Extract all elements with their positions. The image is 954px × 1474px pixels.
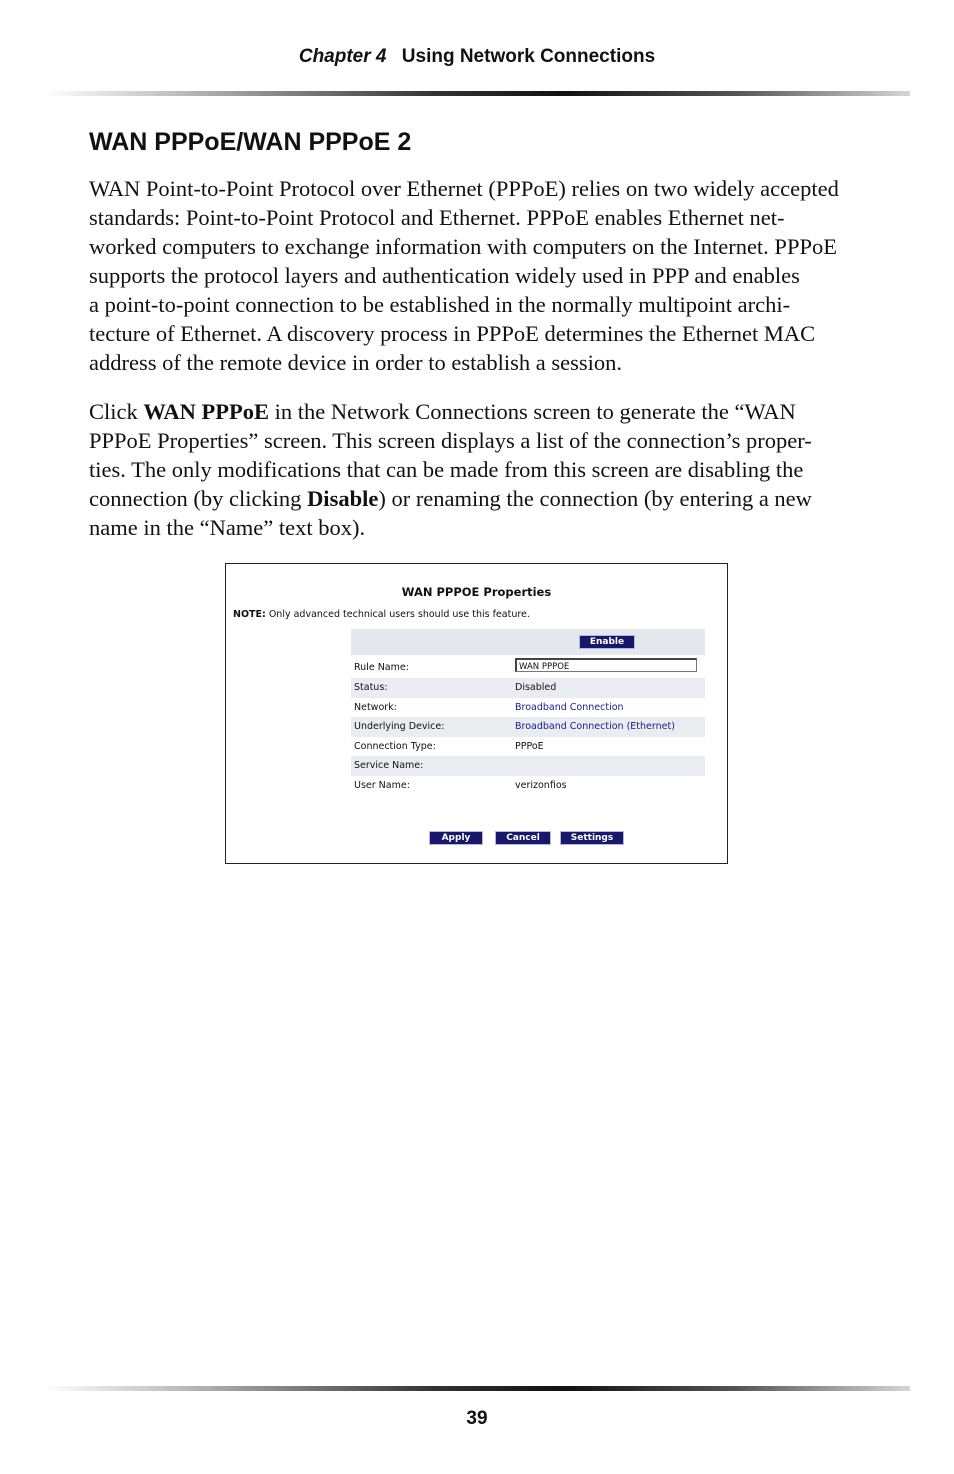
note-label: NOTE: xyxy=(233,609,266,620)
text-line: name in the “Name” text box). xyxy=(89,515,366,540)
rule-name-input[interactable]: WAN PPPOE xyxy=(515,658,697,672)
underlying-device-row xyxy=(351,717,705,737)
settings-button[interactable]: Settings xyxy=(561,832,623,844)
note-text: Only advanced technical users should use this feature. xyxy=(265,609,530,620)
header-rule xyxy=(44,91,910,96)
cancel-button[interactable]: Cancel xyxy=(496,832,550,844)
row-value: PPPoE xyxy=(515,740,544,752)
footer-rule xyxy=(44,1386,910,1391)
underlying-device-link[interactable]: Broadband Connection (Ethernet) xyxy=(515,721,675,733)
running-head xyxy=(0,46,954,68)
row-value: Disabled xyxy=(515,682,557,693)
advanced-note xyxy=(233,609,530,620)
status-row xyxy=(351,678,705,698)
intro-paragraph xyxy=(89,174,879,377)
properties-title: WAN PPPOE Properties xyxy=(401,585,552,599)
text-run: ) or renaming the connection (by entering a new xyxy=(378,486,812,511)
row-label: Service Name: xyxy=(354,760,424,772)
text-line xyxy=(89,484,879,513)
text-line: worked computers to exchange information with computers on the Internet. PPPoE xyxy=(89,234,837,259)
text-line xyxy=(89,397,879,426)
connection-type-row xyxy=(351,737,705,757)
network-link[interactable]: Broadband Connection xyxy=(515,701,624,713)
text-line: supports the protocol layers and authentication widely used in PPP and enables xyxy=(89,263,800,288)
row-value: verizonfios xyxy=(515,779,567,791)
row-label: Underlying Device: xyxy=(354,721,445,733)
enable-button[interactable]: Enable xyxy=(580,636,634,648)
text-run: Click xyxy=(89,399,144,424)
rule-name-label: Rule Name: xyxy=(354,662,409,673)
network-row xyxy=(351,698,705,718)
chapter-title: Using Network Connections xyxy=(401,46,656,67)
text-line: WAN Point-to-Point Protocol over Ethernet (PPPoE) relies on two widely accepted xyxy=(89,176,839,201)
properties-screenshot xyxy=(225,563,728,864)
properties-header xyxy=(351,629,705,655)
row-label: User Name: xyxy=(354,779,410,791)
text-line: ties. The only modifications that can be made from this screen are disabling the xyxy=(89,457,804,482)
row-label: Network: xyxy=(354,701,397,713)
text-line: a point-to-point connection to be established in the normally multipoint archi- xyxy=(89,292,791,317)
user-name-row xyxy=(351,776,705,796)
row-label: Status: xyxy=(354,682,388,693)
text-line: tecture of Ethernet. A discovery process in PPPoE determines the Ethernet MAC xyxy=(89,321,816,346)
rule-name-row xyxy=(351,655,705,678)
apply-button[interactable]: Apply xyxy=(430,832,482,844)
text-line: standards: Point-to-Point Protocol and Ethernet. PPPoE enables Ethernet net- xyxy=(89,205,785,230)
chapter-label: Chapter 4 xyxy=(298,46,387,67)
row-label: Connection Type: xyxy=(354,740,436,752)
text-run: in the Network Connections screen to generate the “WAN xyxy=(269,399,796,424)
text-line: address of the remote device in order to establish a session. xyxy=(89,350,622,375)
page-number: 39 xyxy=(466,1408,488,1429)
instructions-paragraph xyxy=(89,397,879,542)
bold-term: Disable xyxy=(307,486,379,511)
service-name-row xyxy=(351,756,705,776)
bold-term: WAN PPPoE xyxy=(143,399,269,424)
text-line: PPPoE Properties” screen. This screen displays a list of the connection’s proper- xyxy=(89,428,812,453)
section-heading: WAN PPPoE/WAN PPPoE 2 xyxy=(89,128,412,156)
properties-table xyxy=(351,629,705,796)
text-run: connection (by clicking xyxy=(89,486,308,511)
